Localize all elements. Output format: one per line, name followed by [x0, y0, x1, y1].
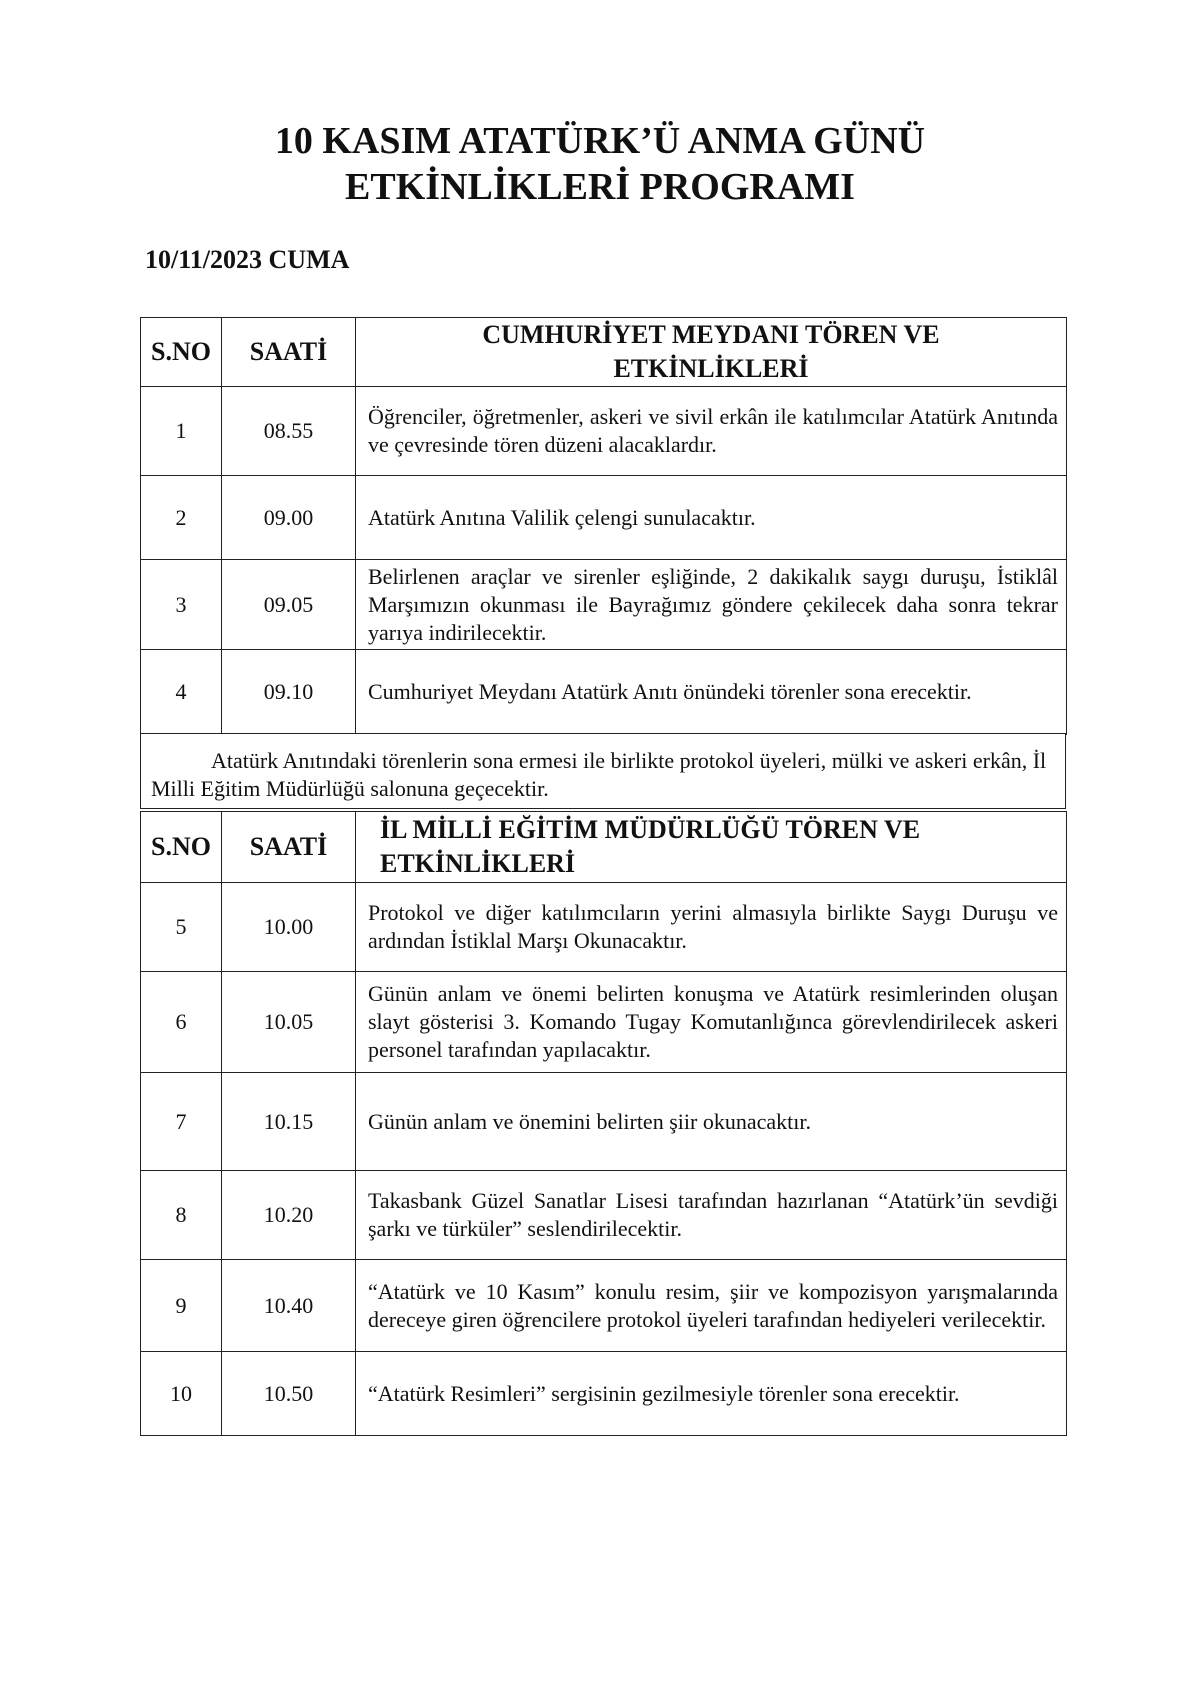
row-time: 10.40 [222, 1260, 356, 1352]
row-time: 10.00 [222, 883, 356, 972]
table-row [141, 1260, 1067, 1352]
row-time: 09.10 [222, 650, 356, 735]
table-row [141, 1073, 1067, 1171]
row-description: Cumhuriyet Meydanı Atatürk Anıtı önündeki törenler sona erecektir. [356, 650, 1067, 735]
row-number: 10 [141, 1352, 222, 1436]
table-row [141, 560, 1067, 650]
row-number: 4 [141, 650, 222, 735]
table-row [141, 1171, 1067, 1260]
transition-note: Atatürk Anıtındaki törenlerin sona ermesi ile birlikte protokol üyeleri, mülki ve askeri erkân, İl Milli Eğitim Müdürlüğü salonuna geçecektir. [140, 733, 1066, 809]
ceremony-table-cumhuriyet [140, 317, 1067, 735]
table-row [141, 883, 1067, 972]
row-description: Belirlenen araçlar ve sirenler eşliğinde, 2 dakikalık saygı duruşu, İstiklâl Marşımızın okunması ile Bayrağımız göndere çekilecek daha sonra tekrar yarıya indirilecektir. [356, 560, 1067, 650]
title-line-2: ETKİNLİKLERİ PROGRAMI [345, 166, 855, 208]
title-line-1: 10 KASIM ATATÜRK’Ü ANMA GÜNÜ [274, 120, 926, 162]
row-description: Günün anlam ve önemini belirten şiir okunacaktır. [356, 1073, 1067, 1171]
section1-title-line-2: ETKİNLİKLERİ [613, 354, 809, 383]
ceremony-table-mem [140, 811, 1067, 1436]
row-description: Takasbank Güzel Sanatlar Lisesi tarafından hazırlanan “Atatürk’ün sevdiği şarkı ve türküler” seslendirilecektir. [356, 1171, 1067, 1260]
row-number: 5 [141, 883, 222, 972]
table-row [141, 387, 1067, 476]
row-time: 10.20 [222, 1171, 356, 1260]
row-description: “Atatürk ve 10 Kasım” konulu resim, şiir ve kompozisyon yarışmalarında dereceye giren öğrencilere protokol üyeleri tarafından hediyeleri verilecektir. [356, 1260, 1067, 1352]
header-saati: SAATİ [222, 812, 356, 883]
row-description: “Atatürk Resimleri” sergisinin gezilmesiyle törenler sona erecektir. [356, 1352, 1067, 1436]
row-time: 10.50 [222, 1352, 356, 1436]
table-header-row [141, 812, 1067, 883]
row-number: 3 [141, 560, 222, 650]
header-sno: S.NO [141, 812, 222, 883]
table-row [141, 650, 1067, 735]
row-number: 2 [141, 476, 222, 560]
row-number: 7 [141, 1073, 222, 1171]
row-number: 9 [141, 1260, 222, 1352]
row-time: 09.00 [222, 476, 356, 560]
row-description: Atatürk Anıtına Valilik çelengi sunulacaktır. [356, 476, 1067, 560]
table-row [141, 1352, 1067, 1436]
row-time: 10.05 [222, 972, 356, 1073]
header-sno: S.NO [141, 318, 222, 387]
table-header-row [141, 318, 1067, 387]
section2-title-line-1: İL MİLLİ EĞİTİM MÜDÜRLÜĞÜ TÖREN VE [380, 815, 921, 844]
row-time: 08.55 [222, 387, 356, 476]
row-description: Protokol ve diğer katılımcıların yerini almasıyla birlikte Saygı Duruşu ve ardından İstiklal Marşı Okunacaktır. [356, 883, 1067, 972]
section1-title [356, 318, 1067, 387]
table-row [141, 972, 1067, 1073]
document-title [0, 118, 1200, 210]
program-date: 10/11/2023 CUMA [145, 245, 350, 274]
row-description: Öğrenciler, öğretmenler, askeri ve sivil erkân ile katılımcılar Atatürk Anıtında ve çevresinde tören düzeni alacaklardır. [356, 387, 1067, 476]
section2-title-line-2: ETKİNLİKLERİ [380, 849, 576, 878]
section1-title-line-1: CUMHURİYET MEYDANI TÖREN VE [482, 320, 940, 349]
row-description: Günün anlam ve önemi belirten konuşma ve Atatürk resimlerinden oluşan slayt gösterisi 3. Komando Tugay Komutanlığınca görevlendirilecek askeri personel tarafından yapılacaktır. [356, 972, 1067, 1073]
section2-title [356, 812, 1067, 883]
row-time: 09.05 [222, 560, 356, 650]
row-number: 8 [141, 1171, 222, 1260]
header-saati: SAATİ [222, 318, 356, 387]
row-time: 10.15 [222, 1073, 356, 1171]
row-number: 6 [141, 972, 222, 1073]
row-number: 1 [141, 387, 222, 476]
table-row [141, 476, 1067, 560]
